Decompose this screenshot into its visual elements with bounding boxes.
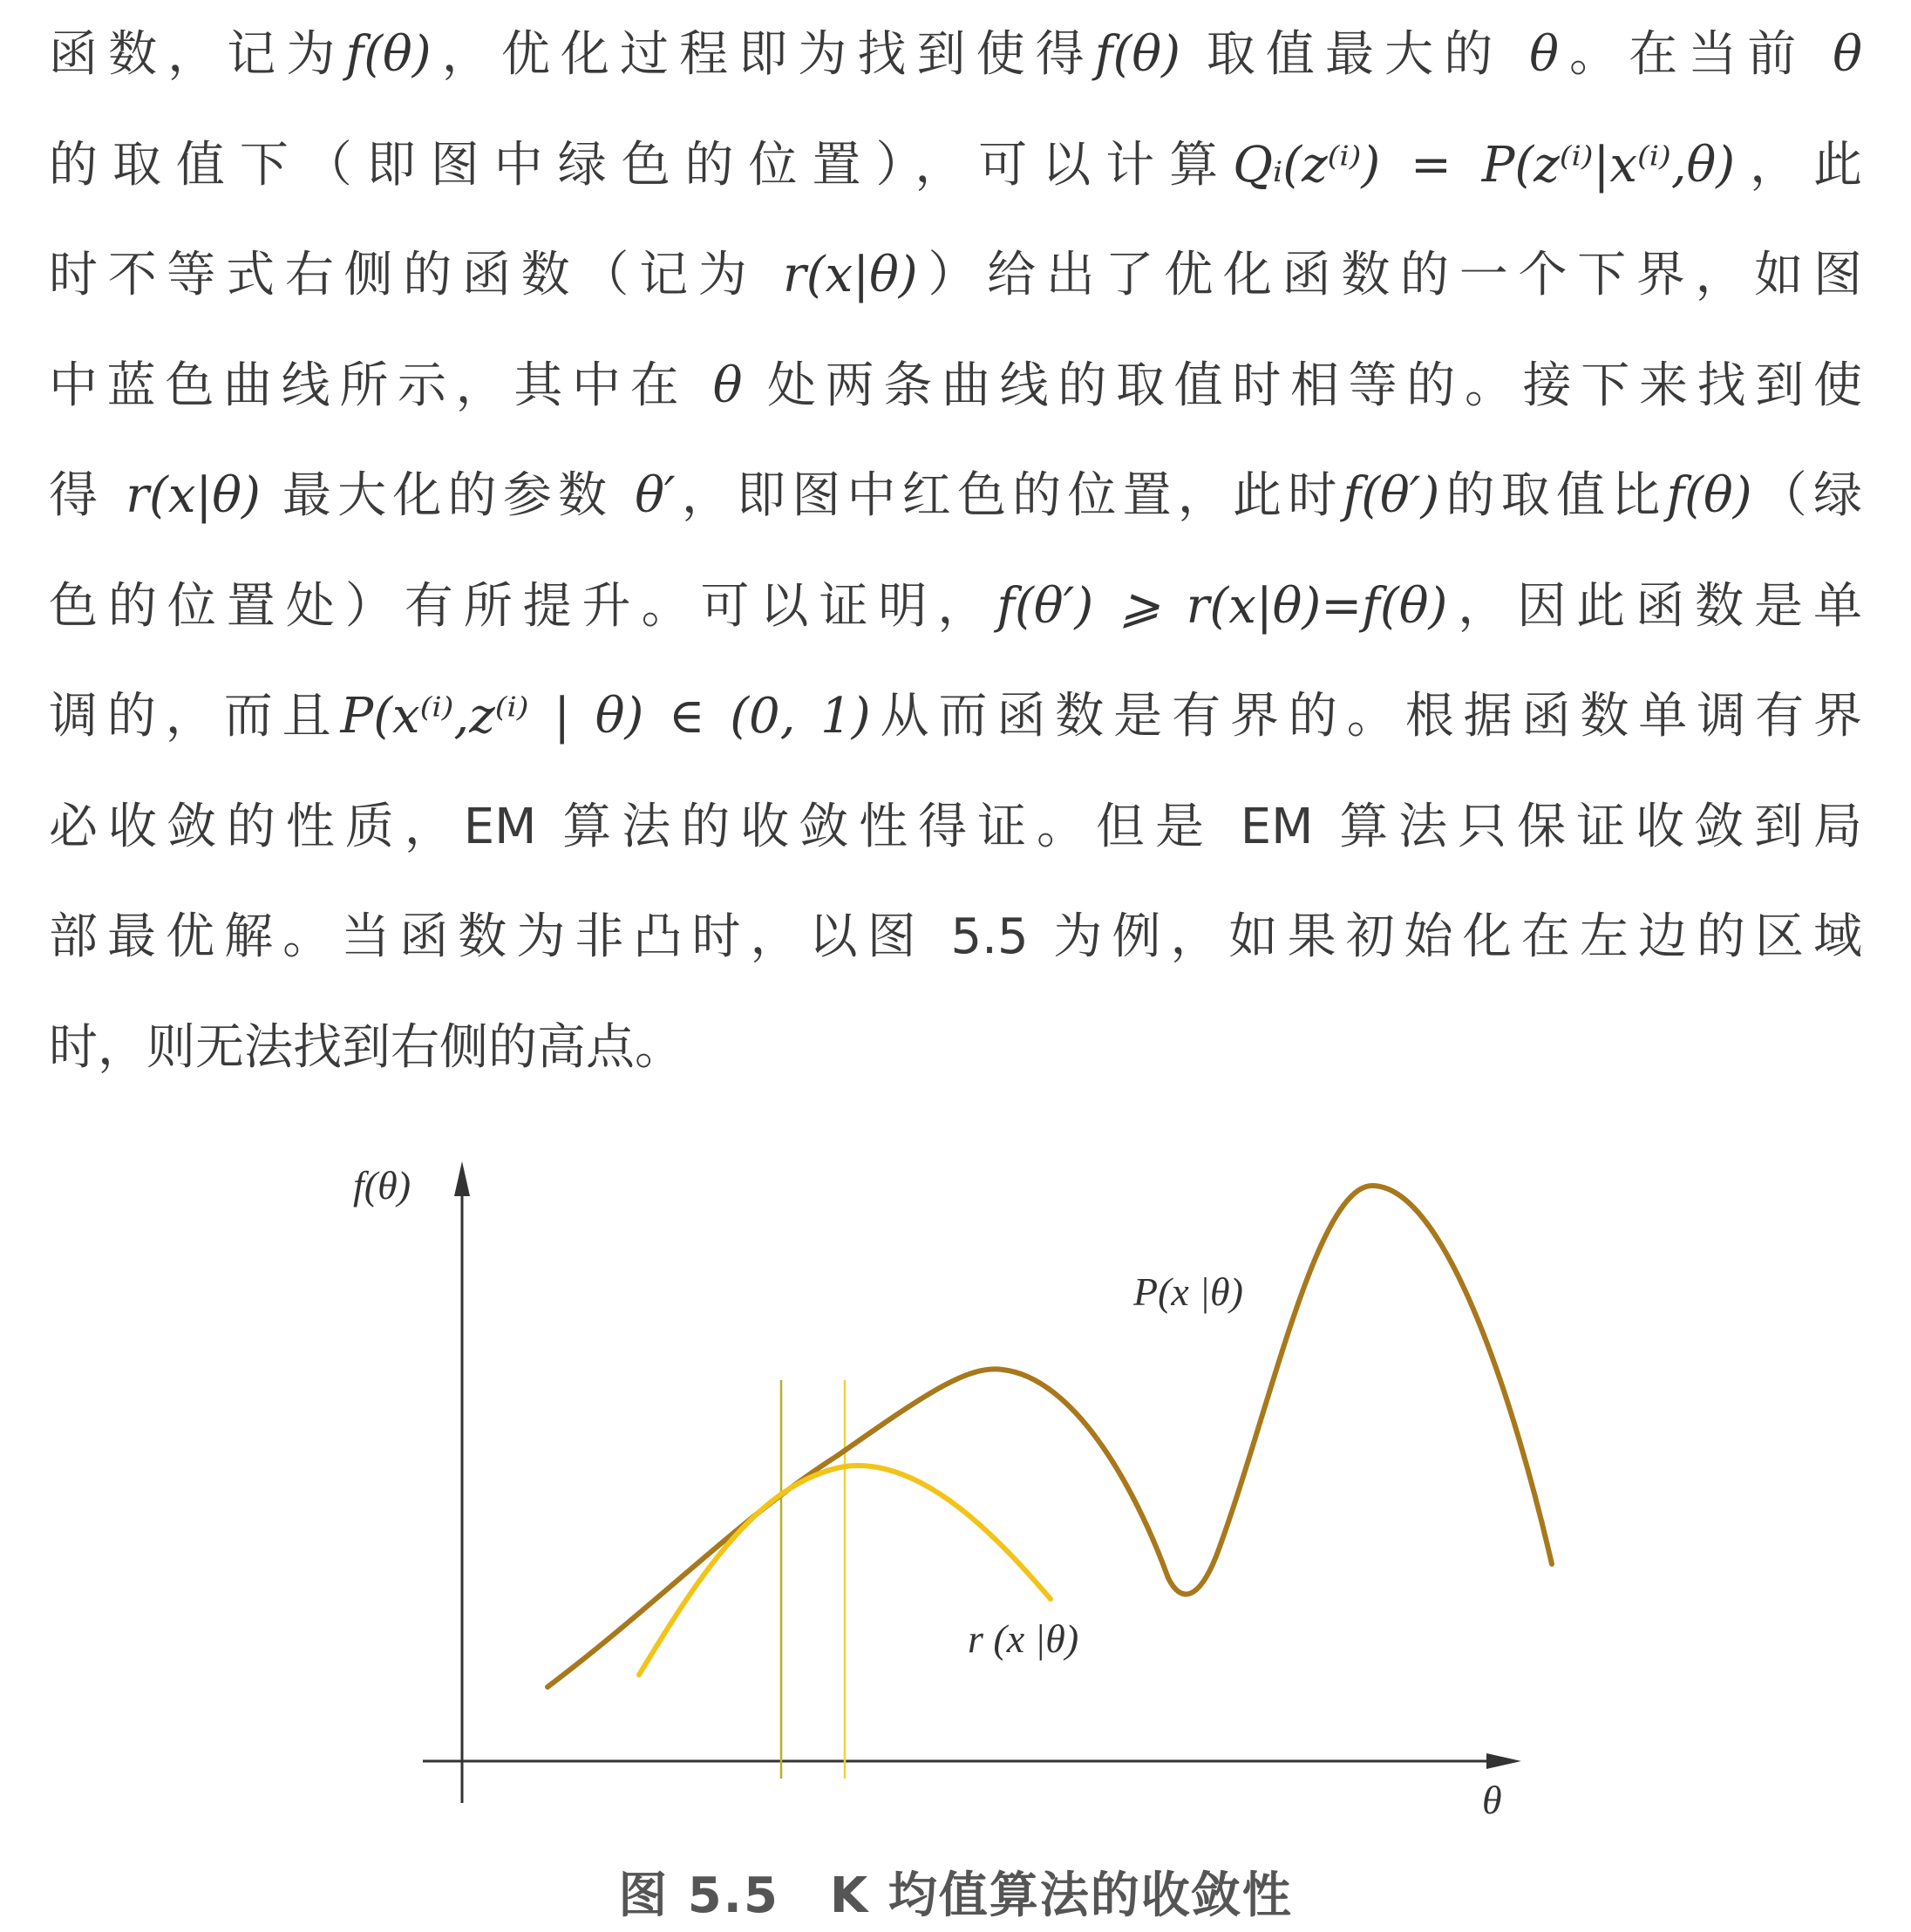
figure-caption: 图 5.5 K 均值算法的收敛性 <box>618 1867 1293 1924</box>
text-segment: （绿 <box>1751 467 1863 524</box>
math-expression: r(x|θ) <box>783 247 918 303</box>
math-expression: P(x⁽ⁱ⁾,z⁽ⁱ⁾ | θ) ∈ (0, 1) <box>340 688 871 745</box>
text-segment: 的取值下（即图中绿色的位置），可以计算 <box>49 136 1234 194</box>
y-axis-arrow-icon <box>454 1161 470 1196</box>
math-expression: θ′ <box>635 467 676 524</box>
math-expression: f(θ) <box>1094 26 1180 83</box>
text-segment: 色的位置处）有所提升。可以证明， <box>49 577 997 635</box>
text-segment: 。在当前 <box>1558 26 1833 83</box>
text-segment: 部最优解。当函数为非凸时，以图 5.5 为例，如果初始化在左边的区域 <box>49 908 1862 965</box>
math-expression: r(x|θ) <box>126 467 261 524</box>
text-segment: 时，则无法找到右侧的高点。 <box>49 1018 683 1076</box>
text-segment: 得 <box>49 467 126 524</box>
math-expression: f(θ) <box>345 26 432 83</box>
math-expression: θ <box>712 357 743 414</box>
math-expression: Qᵢ(z⁽ⁱ⁾) = P(z⁽ⁱ⁾|x⁽ⁱ⁾,θ) <box>1233 136 1736 194</box>
text-segment: 从而函数是有界的。根据函数单调有界 <box>870 688 1863 745</box>
text-segment: 时不等式右侧的函数（记为 <box>49 247 784 303</box>
text-segment: 处两条曲线的取值时相等的。接下来找到使 <box>742 357 1862 414</box>
y-axis-label: f(θ) <box>353 1163 411 1208</box>
math-expression: f(θ′) ⩾ r(x|θ)=f(θ) <box>996 577 1448 635</box>
text-segment: ，因此函数是单 <box>1447 577 1863 635</box>
math-expression: θ <box>1529 26 1559 83</box>
text-segment: ，优化过程即为找到使得 <box>431 26 1095 83</box>
math-expression: f(θ) <box>1666 467 1752 524</box>
curve-p-x-theta <box>547 1186 1552 1687</box>
text-segment: 必收敛的性质，EM 算法的收敛性得证。但是 EM 算法只保证收敛到局 <box>49 798 1862 855</box>
math-expression: θ <box>1833 26 1863 83</box>
text-segment: 取值最大的 <box>1180 26 1530 83</box>
text-segment: 中蓝色曲线所示，其中在 <box>49 357 713 414</box>
math-expression: f(θ′) <box>1343 467 1440 524</box>
curve-p-label: P(x |θ) <box>1133 1269 1243 1314</box>
x-axis-label: θ <box>1482 1778 1502 1822</box>
text-segment: ，此 <box>1735 136 1863 194</box>
text-segment: ，即图中红色的位置，此时 <box>675 467 1343 524</box>
text-segment: 的取值比 <box>1439 467 1667 524</box>
curve-r-label: r (x |θ) <box>968 1616 1079 1661</box>
text-segment: 调的，而且 <box>49 688 341 745</box>
text-segment: 最大化的参数 <box>260 467 636 524</box>
text-segment: 函数，记为 <box>49 26 346 83</box>
x-axis-arrow-icon <box>1486 1753 1521 1769</box>
text-segment: ）给出了优化函数的一个下界，如图 <box>917 247 1862 303</box>
